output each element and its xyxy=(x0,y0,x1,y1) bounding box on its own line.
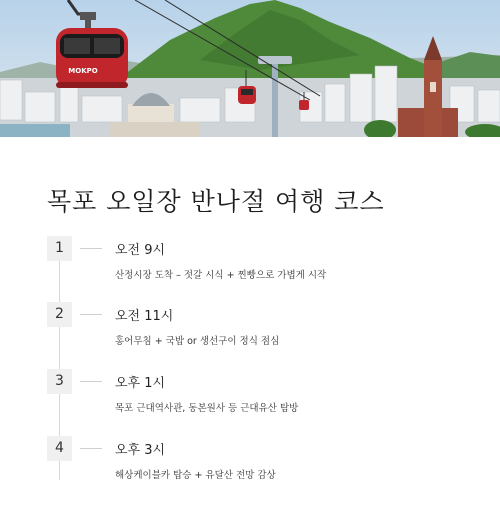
step-number: 2 xyxy=(47,302,72,327)
step-time: 오후 1시 xyxy=(115,376,166,391)
step-description: 해상케이블카 탑승 + 유달산 전망 감상 xyxy=(115,470,276,481)
hero-image xyxy=(0,0,500,137)
step-description: 목포 근대역사관, 동본원사 등 근대유산 탐방 xyxy=(115,403,299,414)
step-connector xyxy=(80,248,102,249)
step-number: 4 xyxy=(47,436,72,461)
step-description: 홍어무침 + 국밥 or 생선구이 정식 점심 xyxy=(115,336,280,347)
step-connector xyxy=(80,381,102,382)
page-title: 목포 오일장 반나절 여행 코스 xyxy=(47,187,385,216)
step-description: 산정시장 도착 – 젓갈 시식 + 찐빵으로 가볍게 시작 xyxy=(115,270,327,281)
mokpo-cable-car-photo xyxy=(0,0,500,137)
step-number: 3 xyxy=(47,369,72,394)
step-time: 오후 3시 xyxy=(115,443,166,458)
step-time: 오전 9시 xyxy=(115,243,166,258)
step-connector xyxy=(80,314,102,315)
step-time: 오전 11시 xyxy=(115,309,174,324)
step-connector xyxy=(80,448,102,449)
step-number: 1 xyxy=(47,236,72,261)
cable-car-label: MOKPO xyxy=(68,67,98,75)
